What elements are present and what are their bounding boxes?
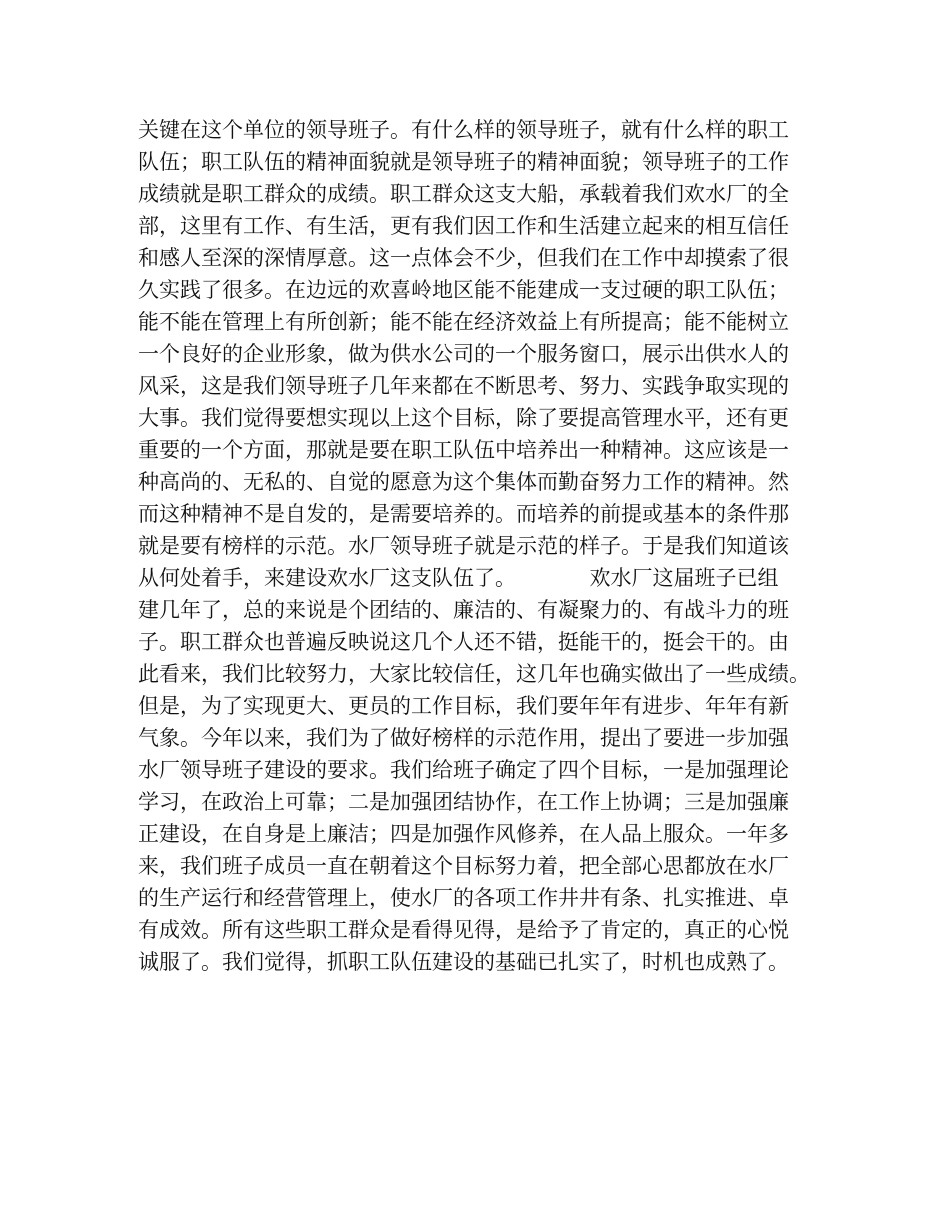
text-line: 风采，这是我们领导班子几年来都在不断思考、努力、实践争取实现的 [138,374,789,398]
text-line: 种高尚的、无私的、自觉的愿意为这个集体而勤奋努力工作的精神。然 [138,470,789,494]
text-line: 大事。我们觉得要想实现以上这个目标，除了要提高管理水平，还有更 [138,406,789,430]
text-line: 来，我们班子成员一直在朝着这个目标努力着，把全部心思都放在水厂 [138,854,789,878]
text-line: 成绩就是职工群众的成绩。职工群众这支大船，承载着我们欢水厂的全 [138,182,789,206]
text-line: 的生产运行和经营管理上，使水厂的各项工作井井有条、扎实推进、卓 [138,886,789,910]
text-line: 久实践了很多。在边远的欢喜岭地区能不能建成一支过硬的职工队伍； [138,278,789,302]
text-line: 部，这里有工作、有生活，更有我们因工作和生活建立起来的相互信任 [138,214,789,238]
text-line: 诚服了。我们觉得，抓职工队伍建设的基础已扎实了，时机也成熟了。 [138,950,789,974]
text-line: 一个良好的企业形象，做为供水公司的一个服务窗口，展示出供水人的 [138,342,789,366]
text-line: 气象。今年以来，我们为了做好榜样的示范作用，提出了要进一步加强 [138,726,789,750]
text-line: 和感人至深的深情厚意。这一点体会不少，但我们在工作中却摸索了很 [138,246,789,270]
body-text [138,114,828,978]
text-line: 但是，为了实现更大、更员的工作目标，我们要年年有进步、年年有新 [138,694,789,718]
text-line: 学习，在政治上可靠；二是加强团结协作，在工作上协调；三是加强廉 [138,790,789,814]
text-line: 子。职工群众也普遍反映说这几个人还不错，挺能干的，挺会干的。由 [138,630,789,654]
text-line: 建几年了，总的来说是个团结的、廉洁的、有凝聚力的、有战斗力的班 [138,598,789,622]
text-line: 队伍；职工队伍的精神面貌就是领导班子的精神面貌；领导班子的工作 [138,150,789,174]
text-line: 重要的一个方面，那就是要在职工队伍中培养出一种精神。这应该是一 [138,438,789,462]
text-line: 有成效。所有这些职工群众是看得见得，是给予了肯定的，真正的心悦 [138,918,789,942]
text-line: 关键在这个单位的领导班子。有什么样的领导班子，就有什么样的职工 [138,118,789,142]
text-line: 从何处着手，来建设欢水厂这支队伍了。 欢水厂这届班子已组 [138,566,779,590]
text-line: 正建设，在自身是上廉洁；四是加强作风修养，在人品上服众。一年多 [138,822,789,846]
text-line: 就是要有榜样的示范。水厂领导班子就是示范的样子。于是我们知道该 [138,534,789,558]
text-line: 水厂领导班子建设的要求。我们给班子确定了四个目标，一是加强理论 [138,758,789,782]
text-line: 此看来，我们比较努力，大家比较信任，这几年也确实做出了一些成绩。 [138,662,810,686]
text-line: 能不能在管理上有所创新；能不能在经济效益上有所提高；能不能树立 [138,310,789,334]
text-line: 而这种精神不是自发的，是需要培养的。而培养的前提或基本的条件那 [138,502,789,526]
